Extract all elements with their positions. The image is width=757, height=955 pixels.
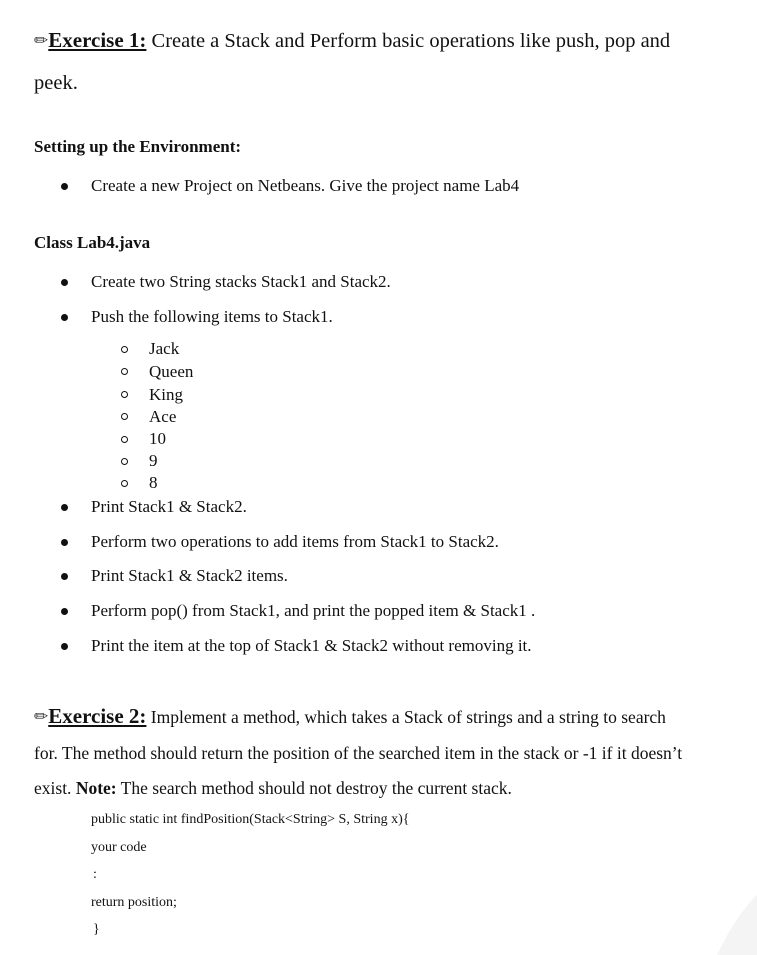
class-bullet-4: Perform two operations to add items from Stack1 to Stack2. xyxy=(91,532,499,551)
class-bullet-2: Push the following items to Stack1. xyxy=(91,307,333,326)
bullet-icon xyxy=(61,539,68,546)
sub-item: 8 xyxy=(149,473,158,492)
bullet-icon xyxy=(61,573,68,580)
exercise1-label: Exercise 1: xyxy=(48,28,147,52)
pencil-icon: ✏ xyxy=(34,707,49,727)
setup-bullet: Create a new Project on Netbeans. Give the project name Lab4 xyxy=(91,176,520,195)
exercise2-text-line1: Implement a method, which takes a Stack of strings and a string to search xyxy=(146,707,666,727)
code-line-close: } xyxy=(93,922,100,937)
sub-item: 10 xyxy=(149,429,166,448)
bullet-icon xyxy=(61,314,68,321)
code-line-body: your code xyxy=(91,840,147,855)
class-bullet-7: Print the item at the top of Stack1 & Stack2 without removing it. xyxy=(91,636,532,655)
code-line-signature: public static int findPosition(Stack<String> S, String x){ xyxy=(91,812,410,827)
exercise2-title xyxy=(34,704,666,729)
bullet-icon xyxy=(61,608,68,615)
class-bullet-3: Print Stack1 & Stack2. xyxy=(91,497,247,516)
bullet-icon xyxy=(61,183,68,190)
class-heading: Class Lab4.java xyxy=(34,233,151,252)
exercise1-title-text: Create a Stack and Perform basic operations like push, pop and xyxy=(146,30,671,52)
sub-item: Jack xyxy=(149,339,180,358)
exercise2-text-line2: for. The method should return the position of the searched item in the stack or -1 if it doesn’t xyxy=(34,743,683,763)
note-label: Note: xyxy=(75,778,117,798)
bullet-icon xyxy=(61,279,68,286)
class-bullet-1: Create two String stacks Stack1 and Stack2. xyxy=(91,272,391,291)
exercise1-title-continued: peek. xyxy=(34,72,78,94)
exercise2-text-line3: exist. Note: The search method should not destroy the current stack. xyxy=(34,778,512,798)
page-curl-decoration xyxy=(717,895,757,955)
class-bullet-5: Print Stack1 & Stack2 items. xyxy=(91,566,288,585)
exercise2-label: Exercise 2: xyxy=(48,704,147,728)
class-bullet-6: Perform pop() from Stack1, and print the popped item & Stack1 . xyxy=(91,601,536,620)
circle-bullet-icon xyxy=(121,480,128,487)
sub-item: King xyxy=(149,385,183,404)
circle-bullet-icon xyxy=(121,413,128,420)
sub-item: 9 xyxy=(149,451,158,470)
pencil-icon: ✏ xyxy=(34,31,49,51)
circle-bullet-icon xyxy=(121,458,128,465)
sub-item: Ace xyxy=(149,407,177,426)
circle-bullet-icon xyxy=(121,391,128,398)
code-line-return: return position; xyxy=(91,895,177,910)
bullet-icon xyxy=(61,504,68,511)
circle-bullet-icon xyxy=(121,346,128,353)
setup-heading: Setting up the Environment: xyxy=(34,137,242,156)
sub-item: Queen xyxy=(149,362,194,381)
bullet-icon xyxy=(61,643,68,650)
code-line-ellipsis: : xyxy=(93,867,97,882)
circle-bullet-icon xyxy=(121,436,128,443)
exercise1-title xyxy=(34,28,670,53)
circle-bullet-icon xyxy=(121,368,128,375)
